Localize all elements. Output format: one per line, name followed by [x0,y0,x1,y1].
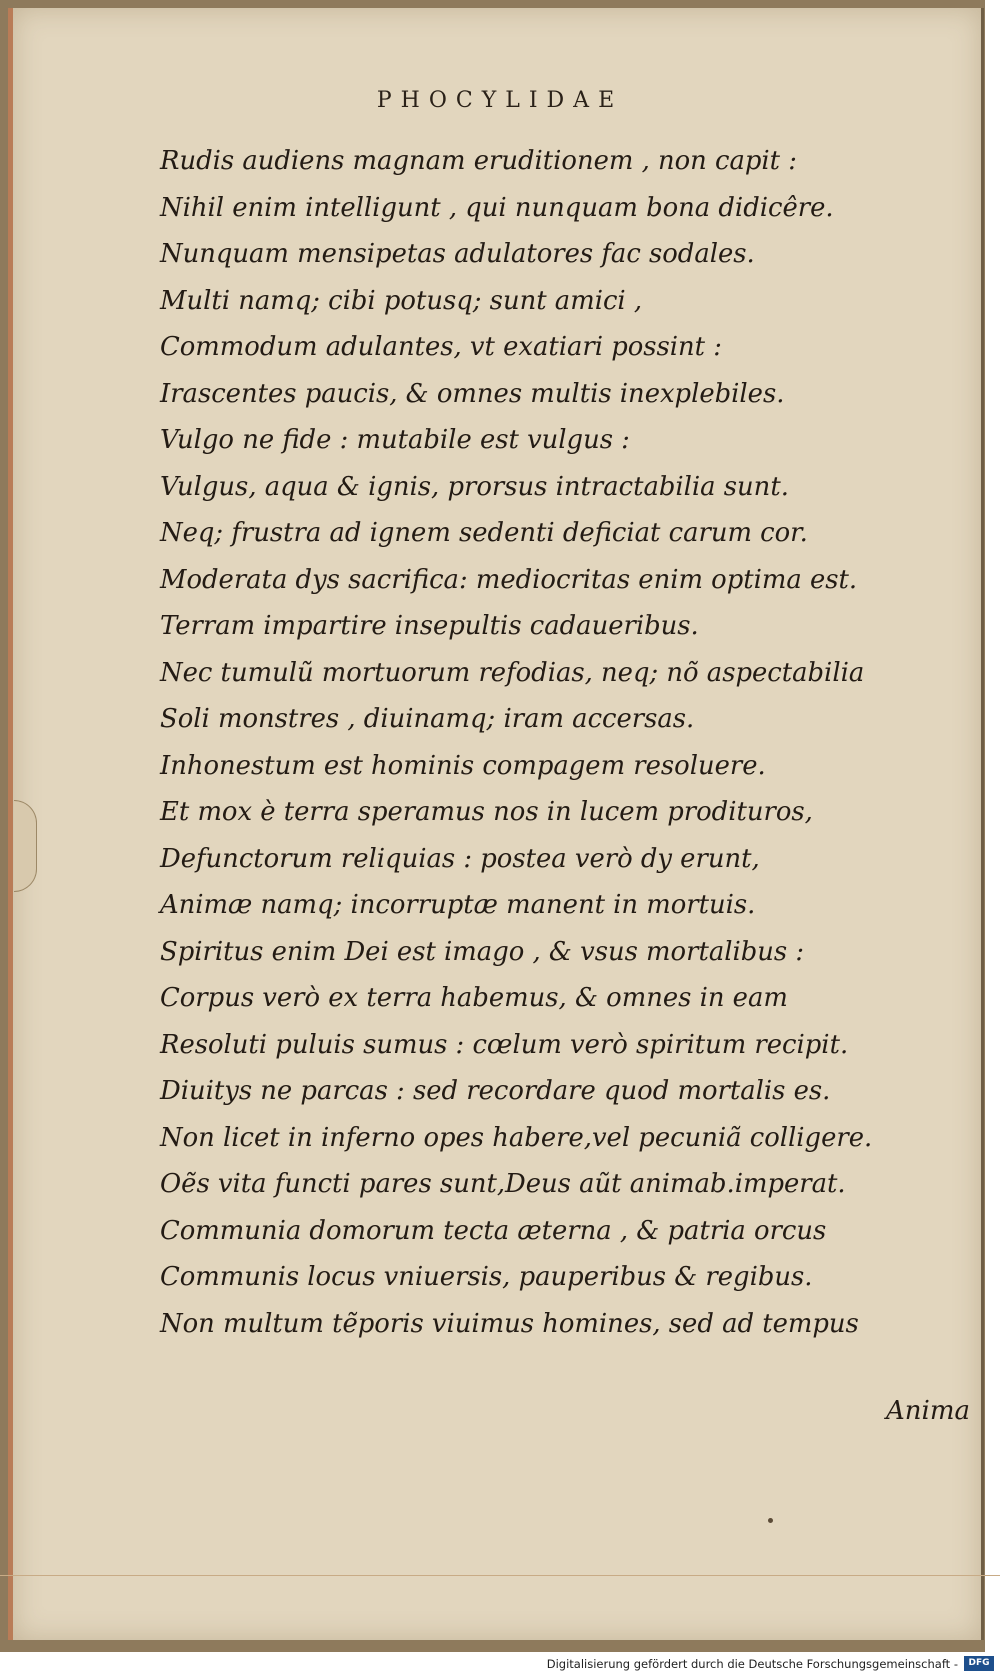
verse-line: Nihil enim intelligunt , qui nunquam bona didicêre. [160,192,834,223]
verse-line: Diuitys ne parcas : sed recordare quod mortalis es. [160,1076,831,1106]
digitization-credit-bar [0,1652,1000,1676]
paper-speck [768,1518,773,1523]
verse-line: Corpus verò ex terra habemus, & omnes in eam [160,983,788,1013]
verse-line: Nunquam mensipetas adulatores fac sodales. [160,239,755,269]
verse-line: Neq; frustra ad ignem sedenti deficiat carum cor. [160,518,808,548]
verse-line: Terram impartire insepultis cadaueribus. [160,611,699,641]
verse-line: Non multum tẽporis viuimus homines, sed ad tempus [160,1308,859,1339]
verse-line: Moderata dys sacrifica: mediocritas enim optima est. [160,564,858,595]
verse-line: Irascentes paucis, & omnes multis inexplebiles. [160,378,785,409]
verse-line: Et mox è terra speramus nos in lucem prodituros, [160,797,813,827]
verse-line: Communia domorum tecta æterna , & patria orcus [160,1215,827,1246]
dfg-logo-icon: DFG [964,1656,994,1671]
verse-line: Nec tumulũ mortuorum refodias, neq; nõ aspectabilia [160,657,865,688]
verse-line: Communis locus vniuersis, pauperibus & regibus. [160,1262,813,1292]
running-head: PHOCYLIDAE [376,88,624,113]
verse-line: Vulgo ne fide : mutabile est vulgus : [160,425,630,455]
verse-line: Multi namq; cibi potusq; sunt amici , [160,285,643,316]
binding-clip [14,800,37,892]
verse-line: Resoluti puluis sumus : cœlum verò spiritum recipit. [160,1029,849,1060]
digitization-credit: Digitalisierung gefördert durch die Deutsche Forschungsgemeinschaft - [546,1657,958,1671]
verse-line: Spiritus enim Dei est imago , & vsus mortalibus : [160,936,805,967]
verse-line: Vulgus, aqua & ignis, prorsus intractabilia sunt. [160,471,789,502]
verse-line: Soli monstres , diuinamq; iram accersas. [160,704,695,734]
page-bottom-edge [0,1575,1000,1576]
verse-line: Rudis audiens magnam eruditionem , non capit : [160,146,797,176]
verse-line: Defunctorum reliquias : postea verò dy erunt, [160,843,760,874]
verse-line: Animæ namq; incorruptæ manent in mortuis. [160,890,756,920]
verse-line: Oẽs vita functi pares sunt,Deus aũt animab.imperat. [160,1169,846,1199]
verse-line: Inhonestum est hominis compagem resoluere. [160,750,766,781]
verse-line: Non licet in inferno opes habere,vel pecuniã colligere. [160,1122,873,1153]
verse-line: Commodum adulantes, vt exatiari possint : [160,332,722,362]
catchword: Anima [886,1396,970,1426]
verse-text-block [160,138,990,1347]
